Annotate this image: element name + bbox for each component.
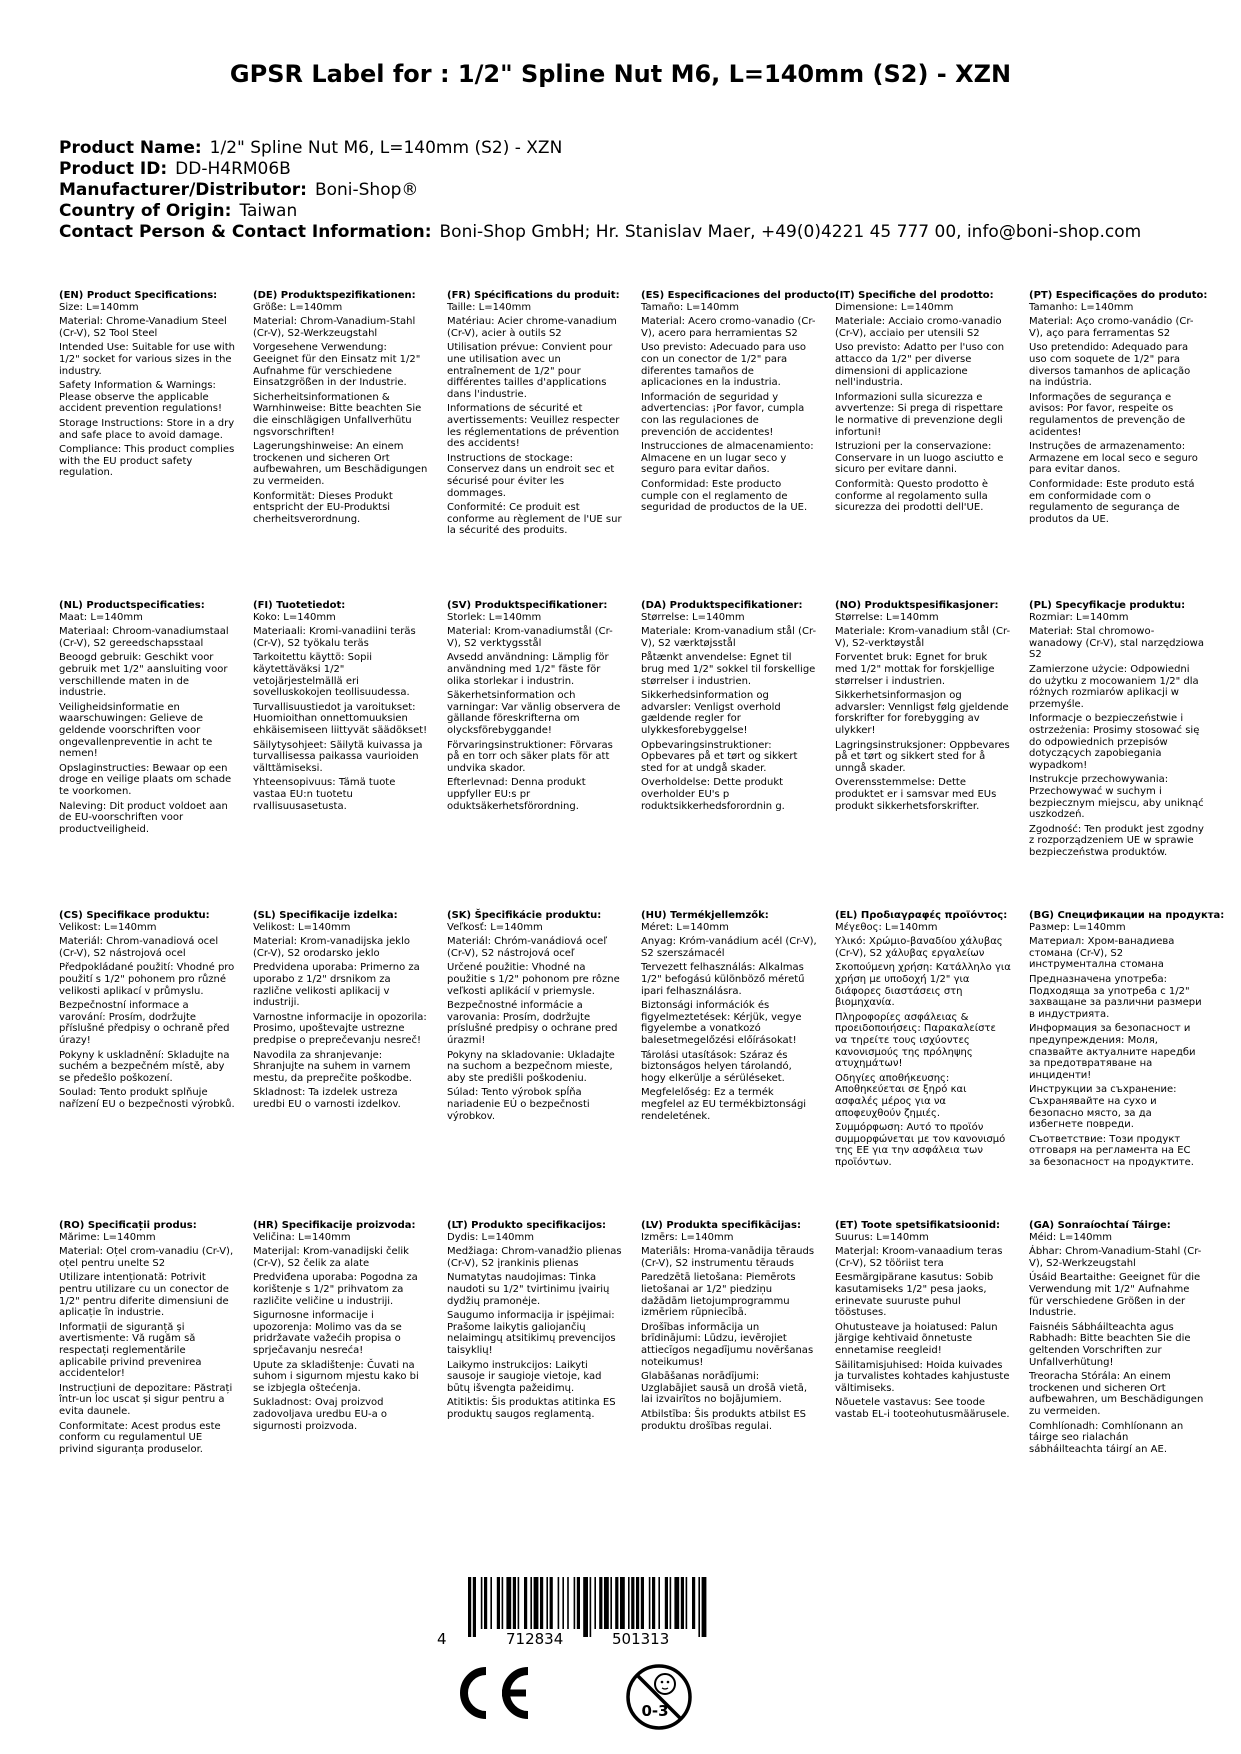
language-section [641, 1220, 817, 1435]
not-for-children-0-3-icon [625, 1663, 693, 1731]
barcode-bar [481, 1577, 483, 1629]
section-heading: (IT) Specifiche del prodotto: [835, 290, 994, 301]
section-heading: (PT) Especificações do produto: [1029, 290, 1208, 301]
section-text: Størrelse: L=140mm [641, 611, 745, 623]
info-row [59, 159, 1141, 180]
section-text: Materiale: Krom-vanadium stål (Cr-V), S2 værktøjsstål [641, 626, 817, 649]
language-section [447, 600, 623, 815]
section-text: Comhlíonadh: Comhlíonann an táirge seo rialachán sábháilteachta táirgí an AE. [1029, 1420, 1184, 1455]
section-text: Materiaali: Kromi-vanadiini teräs (Cr-V), S2 työkalu teräs [253, 626, 416, 649]
section-text: Méret: L=140mm [641, 921, 729, 933]
section-text: Dimensione: L=140mm [835, 301, 954, 313]
section-heading: (NL) Productspecificaties: [59, 600, 205, 611]
section-text: Upute za skladištenje: Čuvati na suhom i sigurnom mjestu kako bi se izbjegla oštećenja. [253, 1359, 419, 1394]
section-text: Intended Use: Suitable for use with 1/2" socket for various sizes in the industry. [59, 342, 235, 377]
section-text: Materiál: Chróm-vanádiová oceľ (Cr-V), S2 nástrojová oceľ [447, 936, 608, 959]
section-text: Informações de segurança e avisos: Por favor, respeite os regulamentos de prevenção de acidentes! [1029, 391, 1186, 438]
info-row [59, 138, 1141, 159]
section-text: Maat: L=140mm [59, 611, 143, 623]
section-heading: (FI) Tuotetiedot: [253, 600, 346, 611]
section-text: Faisnéis Sábháilteachta agus Rabhadh: Bitte beachten Sie die geltenden Vorschriften zur Unfallverhütung! [1029, 1321, 1191, 1368]
section-heading: (LT) Produkto specifikacijos: [447, 1220, 607, 1231]
section-text: Paredzētā lietošana: Piemērots lietošanai ar 1/2" piedziņu dažādām lietojumprogrammu izmēriem rūpniecībā. [641, 1272, 796, 1319]
barcode-bar [562, 1577, 564, 1629]
section-text: Lagringsinstruksjoner: Oppbevares på et tørt og sikkert sted for å unngå skader. [835, 739, 1010, 774]
section-text: Opslaginstructies: Bewaar op een droge en veilige plaats om schade te voorkomen. [59, 762, 232, 797]
section-text: Storage Instructions: Store in a dry and safe place to avoid damage. [59, 417, 235, 441]
barcode-bar [574, 1577, 576, 1629]
section-text: Sicherheitsinformationen & Warnhinweise: Bitte beachten Sie die einschlägigen Unfallverhütu ngsvorschriften! [253, 391, 422, 438]
section-text: Varnostne informacije in opozorila: Prosimo, upoštevajte ustrezne predpise o preprečevanju nesreč! [253, 1011, 427, 1046]
section-heading: (GA) Sonraíochtaí Táirge: [1029, 1220, 1171, 1231]
section-text: Drošības informācija un brīdinājumi: Lūdzu, ievērojiet attiecīgos negadījumu novēršanas noteikumus! [641, 1321, 814, 1368]
section-text: Material: Chrome-Vanadium Steel (Cr-V), S2 Tool Steel [59, 316, 227, 339]
language-section [641, 290, 840, 517]
section-text: Tervezett felhasználás: Alkalmas 1/2" befogású különböző méretű ipari felhasználásra. [641, 962, 805, 997]
barcode-bar [692, 1577, 695, 1629]
section-text: Velikost: L=140mm [253, 921, 351, 933]
section-text: Οδηγίες αποθήκευσης: Αποθηκεύεται σε ξηρό και ασφαλές μέρος για να αποφευχθούν ζημιές. [835, 1072, 967, 1119]
section-text: Overholdelse: Dette produkt overholder EU's p roduktsikkerhedsforordnin g. [641, 777, 785, 812]
section-text: Информация за безопасност и предупреждения: Моля, спазвайте актуалните наредби за предотвратяване на инциденти! [1029, 1023, 1196, 1081]
section-text: Lagerungshinweise: An einem trockenen und sicheren Ort aufbewahren, um Beschädigungen zu vermeiden. [253, 441, 428, 487]
section-text: Vorgesehene Verwendung: Geeignet für den Einsatz mit 1/2" Aufnahme für verschiedene Einsatzgrößen in der Industrie. [253, 342, 421, 389]
info-value: Boni-Shop GmbH; Hr. Stanislav Maer, +49(0)4221 45 777 00, info@boni-shop.com [439, 222, 1142, 242]
info-row [59, 180, 1141, 201]
info-label: Country of Origin: [59, 201, 232, 221]
barcode-bar [558, 1577, 560, 1629]
language-section [59, 290, 235, 482]
language-section [253, 600, 429, 815]
info-value: Boni-Shop® [314, 180, 419, 200]
language-section [447, 1220, 623, 1424]
section-heading: (DE) Produktspezifikationen: [253, 290, 416, 301]
language-section [835, 1220, 1011, 1424]
barcode-bar [497, 1577, 500, 1629]
section-text: Säilitamisjuhised: Hoida kuivades ja turvalistes kohtades kahjustuste vältimiseks. [835, 1359, 1010, 1394]
section-text: Beoogd gebruik: Geschikt voor gebruik met 1/2" aansluiting voor verschillende maten in de industrie. [59, 652, 228, 699]
barcode-bar [567, 1577, 569, 1629]
section-text: Avsedd användning: Lämplig för användning med 1/2" fäste för olika storlekar i industrin. [447, 652, 609, 687]
section-text: Skladnost: Ta izdelek ustreza uredbi EU o varnosti izdelkov. [253, 1087, 401, 1110]
barcode-bar [524, 1577, 527, 1629]
language-section [59, 1220, 235, 1458]
section-text: Turvallisuustiedot ja varoitukset: Huomioithan onnettomuuksien ehkäisemiseen liittyvät säädökset! [253, 701, 428, 736]
barcode-bar [686, 1577, 688, 1629]
section-text: Veličina: L=140mm [253, 1231, 351, 1243]
section-text: Suurus: L=140mm [835, 1231, 929, 1243]
section-heading: (SL) Specifikacije izdelka: [253, 910, 398, 921]
section-text: Förvaringsinstruktioner: Förvaras på en torr och säker plats för att undvika skador. [447, 739, 613, 774]
section-heading: (EN) Product Specifications: [59, 290, 218, 301]
section-text: Instrucțiuni de depozitare: Păstrați într-un loc uscat și sigur pentru a evita daunele. [59, 1382, 233, 1417]
section-text: Instructions de stockage: Conservez dans un endroit sec et sécurisé pour éviter les dommages. [447, 452, 615, 499]
barcode-bar [620, 1577, 625, 1629]
section-text: Safety Information & Warnings: Please observe the applicable accident prevention regulations! [59, 380, 222, 415]
section-text: Sikkerhetsinformasjon og advarsler: Vennligst følg gjeldende forskrifter for forebygging av ulykker! [835, 690, 1009, 736]
section-text: Navodila za shranjevanje: Shranjujte na suhem in varnem mestu, da preprečite poškodbe. [253, 1049, 412, 1084]
section-text: Konformität: Dieses Produkt entspricht der EU-Produktsi cherheitsverordnung. [253, 490, 393, 525]
section-text: Υλικό: Χρώμιο-βαναδίου χάλυβας (Cr-V), S2 χάλυβας εργαλείων [835, 936, 1003, 959]
section-text: Bezpečnostní informace a varování: Prosím, dodržujte příslušné předpisy o ochraně před úrazy! [59, 1000, 230, 1046]
section-text: Numatytas naudojimas: Tinka naudoti su 1/2" tvirtinimu įvairių dydžių pramonėje. [447, 1272, 610, 1307]
barcode-bar [698, 1577, 700, 1637]
section-text: Koko: L=140mm [253, 611, 336, 623]
section-text: Инструкции за съхранение: Съхранявайте на сухо и безопасно място, за да избегнете повреди. [1029, 1084, 1177, 1131]
section-text: Zgodność: Ten produkt jest zgodny z rozporządzeniem UE w sprawie bezpieczeństwa produktów. [1029, 823, 1204, 858]
section-text: Säkerhetsinformation och varningar: Var vänlig observera de gällande föreskrifterna om olycksförebyggande! [447, 690, 621, 736]
section-text: Atbilstība: Šis produkts atbilst ES produktu drošības regulai. [641, 1408, 807, 1432]
barcode-bar [540, 1577, 543, 1629]
section-text: Materjal: Kroom-vanaadium teras (Cr-V), S2 tööriist tera [835, 1246, 1003, 1269]
section-text: Materiāls: Hroma-vanādija tērauds (Cr-V), S2 instrumentu tērauds [641, 1246, 815, 1269]
section-text: Atitiktis: Šis produktas atitinka ES produktų saugos reglamentą. [447, 1397, 616, 1420]
barcode-bar [681, 1577, 684, 1629]
section-heading: (ET) Toote spetsifikatsioonid: [835, 1220, 1001, 1231]
section-text: Material: Krom-vanadiumstål (Cr-V), S2 verktygsstål [447, 626, 613, 649]
section-text: Materiał: Stal chromowo-wanadowy (Cr-V), stal narzędziowa S2 [1029, 626, 1204, 661]
barcode-bar [652, 1577, 655, 1629]
barcode-bar [502, 1577, 504, 1629]
barcode-bar [628, 1577, 630, 1629]
barcode-bar [484, 1577, 487, 1629]
section-text: Πληροφορίες ασφάλειας & προειδοποιήσεις: Παρακαλείστε να τηρείτε τους ισχύοντες κανονισμούς της πρόληψης ατυχημάτων! [835, 1011, 996, 1070]
barcode-digits-right: 501313 [612, 1630, 670, 1648]
section-text: Určené použitie: Vhodné na použitie s 1/2" pohonom pre rôzne veľkosti aplikácií v priemysle. [447, 962, 620, 997]
section-text: Σκοπούμενη χρήση: Κατάλληλο για χρήση με υποδοχή 1/2" για διάφορες διαστάσεις στη βιομηχανία. [835, 962, 1011, 1009]
section-text: Ábhar: Chrom-Vanadium-Stahl (Cr-V), S2-Werkzeugstahl [1029, 1246, 1202, 1269]
section-text: Megfelelőség: Ez a termék megfelel az EU termékbiztonsági rendeletének. [641, 1087, 807, 1122]
section-text: Yhteensopivuus: Tämä tuote vastaa EU:n tuotetu rvallisuusasetusta. [253, 777, 396, 812]
section-text: Matériau: Acier chrome-vanadium (Cr-V), acier à outils S2 [447, 316, 617, 339]
language-section [253, 910, 429, 1114]
section-text: Efterlevnad: Denna produkt uppfyller EU:s pr oduktsäkerhetsförordning. [447, 777, 586, 812]
info-label: Product Name: [59, 138, 202, 158]
language-section [253, 290, 429, 528]
section-text: Sukladnost: Ovaj proizvod zadovoljava uredbu EU-a o sigurnosti proizvoda. [253, 1397, 388, 1432]
barcode-bar [590, 1577, 592, 1637]
section-text: Συμμόρφωση: Αυτό το προϊόν συμμορφώνεται με τον κανονισμό της ΕΕ για την ασφάλεια των προϊόντων. [835, 1122, 1006, 1168]
section-text: Opbevaringsinstruktioner: Opbevares på et tørt og sikkert sted for at undgå skader. [641, 739, 798, 774]
section-text: Istruzioni per la conservazione: Conservare in un luogo asciutto e sicuro per evitare danni. [835, 441, 1004, 476]
section-text: Compliance: This product complies with the EU product safety regulation. [59, 444, 235, 479]
section-heading: (DA) Produktspecifikationer: [641, 600, 803, 611]
section-text: Uso pretendido: Adequado para uso com soquete de 1/2" para diversos tamanhos de aplicação na indústria. [1029, 342, 1191, 389]
section-text: Soulad: Tento produkt splňuje nařízení EU o bezpečnosti výrobků. [59, 1087, 235, 1110]
info-value: 1/2" Spline Nut M6, L=140mm (S2) - XZN [209, 138, 563, 158]
section-text: Laikymo instrukcijos: Laikyti sausoje ir saugioje vietoje, kad būtų išvengta pažeidimų. [447, 1359, 602, 1394]
section-text: Informations de sécurité et avertissements: Veuillez respecter les réglementations de prévention des accidents! [447, 403, 620, 450]
section-text: Conformitate: Acest produs este conform cu regulamentul UE privind siguranța produselor. [59, 1420, 221, 1455]
barcode-bar [674, 1577, 679, 1629]
barcode-bar [658, 1577, 660, 1629]
section-text: Utilizare intenționată: Potrivit pentru utilizare cu un conector de 1/2" pentru diferite dimensiuni de aplicație în industrie. [59, 1272, 229, 1319]
section-text: Biztonsági információk és figyelmeztetések: Kérjük, vegye figyelembe a vonatkozó balesetmegelőzési előírásokat! [641, 1000, 802, 1046]
section-text: Velikost: L=140mm [59, 921, 157, 933]
section-text: Predvidena uporaba: Primerno za uporabo z 1/2" drsnikom za različne velikosti aplikacij v industriji. [253, 962, 420, 1009]
section-text: Pokyny na skladovanie: Ukladajte na suchom a bezpečnom mieste, aby ste predišli poškodeniu. [447, 1049, 615, 1084]
section-text: Säilytysohjeet: Säilytä kuivassa ja turvallisessa paikassa vaurioiden välttämiseksi. [253, 739, 423, 774]
barcode-bar [546, 1577, 548, 1629]
barcode-bar [665, 1577, 668, 1629]
section-text: Méid: L=140mm [1029, 1231, 1112, 1243]
section-text: Bezpečnostné informácie a varovania: Prosím, dodržujte príslušné predpisy o ochrane pred úrazmi! [447, 1000, 618, 1046]
barcode-bar [550, 1577, 553, 1629]
barcode-bar [577, 1577, 580, 1629]
section-text: Naleving: Dit product voldoet aan de EU-voorschriften voor productveiligheid. [59, 800, 228, 835]
section-text: Размер: L=140mm [1029, 921, 1126, 933]
section-text: Medžiaga: Chrom-vanadžio plienas (Cr-V), S2 įrankinis plienas [447, 1246, 622, 1269]
section-text: Tárolási utasítások: Száraz és biztonságos helyen tárolandó, hogy elkerülje a sérüléseket. [641, 1049, 792, 1084]
barcode-bar [594, 1577, 596, 1629]
section-text: Materijal: Krom-vanadijski čelik (Cr-V), S2 čelik za alate [253, 1246, 409, 1269]
barcode-bar [615, 1577, 618, 1629]
section-text: Tamaño: L=140mm [641, 301, 739, 313]
info-row [59, 201, 1141, 222]
barcode-bar [610, 1577, 612, 1629]
section-text: Materiál: Chrom-vanadiová ocel (Cr-V), S2 nástrojová ocel [59, 936, 219, 959]
barcode-bar [604, 1577, 609, 1629]
section-text: Nõuetele vastavus: See toode vastab EL-i tooteohutusmäärusele. [835, 1397, 1010, 1420]
barcode-bar [641, 1577, 644, 1629]
section-text: Materiaal: Chroom-vanadiumstaal (Cr-V), S2 gereedschapsstaal [59, 626, 229, 649]
language-section [1029, 290, 1208, 528]
section-heading: (FR) Spécifications du produit: [447, 290, 620, 301]
section-heading: (ES) Especificaciones del producto: [641, 290, 840, 301]
section-text: Materiale: Acciaio cromo-vanadio (Cr-V), acciaio per utensili S2 [835, 316, 1002, 339]
section-text: Informacje o bezpieczeństwie i ostrzeżenia: Prosimy stosować się do odpowiednich przepisów dotyczących zapobiegania wypadkom! [1029, 713, 1200, 771]
section-text: Dydis: L=140mm [447, 1231, 535, 1243]
section-text: Материал: Хром-ванадиева стомана (Cr-V), S2 инструментална стомана [1029, 936, 1175, 971]
barcode-bar [518, 1577, 520, 1629]
section-heading: (HU) Termékjellemzők: [641, 910, 769, 921]
section-text: Material: Oțel crom-vanadiu (Cr-V), oțel pentru unelte S2 [59, 1246, 234, 1269]
section-text: Instrukcje przechowywania: Przechowywać w suchym i bezpiecznym miejscu, aby uniknąć uszkodzeń. [1029, 774, 1204, 821]
language-section [1029, 600, 1205, 861]
language-section [641, 600, 817, 815]
section-text: Veľkosť: L=140mm [447, 921, 543, 933]
section-heading: (SV) Produktspecifikationer: [447, 600, 608, 611]
section-heading: (RO) Specificații produs: [59, 1220, 197, 1231]
section-text: Tamanho: L=140mm [1029, 301, 1134, 313]
barcode-bar [599, 1577, 602, 1629]
section-text: Μέγεθος: L=140mm [835, 921, 938, 933]
section-text: Forventet bruk: Egnet for bruk med 1/2" mottak for forskjellige størrelser i industrien. [835, 652, 995, 687]
section-text: Størrelse: L=140mm [835, 611, 939, 623]
section-text: Größe: L=140mm [253, 301, 343, 313]
section-heading: (BG) Спецификации на продукта: [1029, 910, 1225, 921]
section-text: Glabāšanas norādījumi: Uzglabājiet sausā un drošā vietā, lai izvairītos no bojājumiem. [641, 1371, 808, 1406]
section-text: Съответствие: Този продукт отговаря на регламента на ЕС за безопасност на продуктите. [1029, 1133, 1194, 1168]
section-text: Conformidade: Este produto está em conformidade com o regulamento de segurança de produtos da UE. [1029, 478, 1195, 525]
language-section [641, 910, 817, 1125]
section-heading: (SK) Špecifikácie produktu: [447, 910, 602, 921]
section-text: Instruções de armazenamento: Armazene em local seco e seguro para evitar danos. [1029, 441, 1198, 476]
barcode [464, 1577, 707, 1637]
barcode-bar [468, 1577, 471, 1637]
section-text: Uso previsto: Adatto per l'uso con attacco da 1/2" per diverse dimensioni di applicazione nell'industria. [835, 342, 1005, 389]
barcode-bar [702, 1577, 707, 1637]
section-text: Informații de siguranță și avertismente: Vă rugăm să respectați reglementările aplicabile privind prevenirea accidentelor! [59, 1321, 202, 1380]
section-heading: (HR) Specifikacije proizvoda: [253, 1220, 416, 1231]
section-text: Overensstemmelse: Dette produktet er i samsvar med EUs produkt sikkerhetsforskrifter. [835, 777, 997, 812]
section-text: Instrucciones de almacenamiento: Almacene en un lugar seco y seguro para evitar daños. [641, 441, 814, 476]
barcode-bar [670, 1577, 672, 1629]
section-text: Pokyny k uskladnění: Skladujte na suchém a bezpečném místě, aby se předešlo poškození. [59, 1049, 230, 1084]
section-text: Conformité: Ce produit est conforme au règlement de l'UE sur la sécurité des produits. [447, 502, 622, 537]
section-text: Úsáid Beartaithe: Geeignet für die Verwendung mit 1/2" Aufnahme für verschiedene Größen in der Industrie. [1029, 1272, 1201, 1319]
section-text: Izmērs: L=140mm [641, 1231, 734, 1243]
section-heading: (LV) Produkta specifikācijas: [641, 1220, 801, 1231]
section-text: Material: Acero cromo-vanadio (Cr-V), acero para herramientas S2 [641, 316, 816, 339]
info-value: DD-H4RM06B [175, 159, 291, 179]
section-text: Sikkerhedsinformation og advarsler: Venligst overhold gældende regler for ulykkesforebyggelse! [641, 690, 781, 736]
language-section [447, 290, 623, 540]
section-text: Taille: L=140mm [447, 301, 532, 313]
section-text: Conformidad: Este producto cumple con el reglamento de seguridad de productos de la UE. [641, 478, 808, 514]
section-text: Предназначена употреба: Подходяща за употреба с 1/2" захващане за различни размери в индустрията. [1029, 973, 1202, 1020]
section-text: Size: L=140mm [59, 301, 139, 313]
barcode-digit-first: 4 [437, 1630, 447, 1648]
barcode-bar [490, 1577, 492, 1629]
language-section [253, 1220, 429, 1435]
section-heading: (CS) Specifikace produktu: [59, 910, 210, 921]
section-heading: (PL) Specyfikacje produktu: [1029, 600, 1186, 611]
barcode-bar [473, 1577, 476, 1637]
section-text: Påtænkt anvendelse: Egnet til brug med 1/2" sokkel til forskellige størrelser i industrien. [641, 652, 816, 687]
section-text: Tarkoitettu käyttö: Sopii käytettäväksi 1/2" vetojärjestelmällä eri sovelluskokojen teollisuudessa. [253, 652, 410, 699]
info-value: Taiwan [239, 201, 298, 221]
info-label: Product ID: [59, 159, 168, 179]
language-section [835, 290, 1011, 517]
section-text: Veiligheidsinformatie en waarschuwingen: Gelieve de geldende voorschriften voor ongevallenpreventie in acht te nemen! [59, 701, 213, 760]
section-text: Predviđena uporaba: Pogodna za korištenje s 1/2" prihvatom za različite veličine u industriji. [253, 1272, 418, 1307]
section-text: Ohutusteave ja hoiatused: Palun järgige kehtivaid õnnetuste ennetamise reegleid! [835, 1321, 998, 1356]
section-text: Informazioni sulla sicurezza e avvertenze: Si prega di rispettare le normative di prevenzione degli infortuni! [835, 391, 1003, 438]
section-heading: (EL) Προδιαγραφές προϊόντος: [835, 910, 1008, 921]
section-text: Súlad: Tento výrobok spĺňa nariadenie EÚ o bezpečnosti výrobkov. [447, 1087, 590, 1122]
section-text: Material: Krom-vanadijska jeklo (Cr-V), S2 orodarsko jeklo [253, 936, 410, 959]
age-label: 0-3 [641, 1702, 669, 1720]
section-text: Uso previsto: Adecuado para uso con un conector de 1/2" para diferentes tamaños de aplicaciones en la industria. [641, 342, 807, 389]
product-info [59, 138, 1141, 243]
section-text: Mărime: L=140mm [59, 1231, 156, 1243]
barcode-bar [506, 1577, 511, 1629]
barcode-bar [636, 1577, 639, 1629]
language-section [1029, 910, 1225, 1171]
section-text: Eesmärgipärane kasutus: Sobib kasutamiseks 1/2" pesa jaoks, erinevate suuruste puhul tööstuses. [835, 1272, 994, 1319]
section-text: Saugumo informacija ir įspėjimai: Prašome laikytis galiojančių nelaimingų atsitikimų prevencijos taisyklių! [447, 1310, 616, 1356]
language-section [59, 910, 235, 1114]
section-text: Material: Chrom-Vanadium-Stahl (Cr-V), S2-Werkzeugstahl [253, 316, 416, 339]
page-title: GPSR Label for : 1/2" Spline Nut M6, L=140mm (S2) - XZN [229, 60, 1012, 88]
section-text: Předpokládané použití: Vhodné pro použití s 1/2" pohonem pro různé velikosti aplikací v průmyslu. [59, 962, 235, 997]
language-section [59, 600, 235, 838]
barcode-bar [649, 1577, 651, 1629]
barcode-bar [513, 1577, 516, 1629]
language-section [447, 910, 623, 1125]
language-section [1029, 1220, 1205, 1458]
barcode-bar [530, 1577, 532, 1629]
language-section [835, 910, 1011, 1171]
barcode-bar [534, 1577, 539, 1629]
language-section [835, 600, 1011, 815]
section-text: Conformità: Questo prodotto è conforme al regolamento sulla sicurezza dei prodotti dell'UE. [835, 478, 989, 514]
section-text: Treoracha Stórála: An einem trockenen und sicheren Ort aufbewahren, um Beschädigungen zu vermeiden. [1029, 1371, 1204, 1417]
section-text: Utilisation prévue: Convient pour une utilisation avec un entraînement de 1/2" pour différentes tailles d'applications dans l'industrie. [447, 342, 613, 400]
barcode-bar [583, 1577, 588, 1637]
barcode-digits-left: 712834 [506, 1630, 564, 1648]
ce-mark-icon [450, 1663, 534, 1723]
section-text: Rozmiar: L=140mm [1029, 611, 1129, 623]
section-text: Anyag: Króm-vanádium acél (Cr-V), S2 szerszámacél [641, 936, 817, 959]
section-text: Material: Aço cromo-vanádio (Cr-V), aço para ferramentas S2 [1029, 316, 1194, 339]
info-label: Manufacturer/Distributor: [59, 180, 307, 200]
info-row [59, 222, 1141, 243]
barcode-bar [631, 1577, 634, 1629]
section-text: Storlek: L=140mm [447, 611, 542, 623]
section-text: Sigurnosne informacije i upozorenja: Molimo vas da se pridržavate važećih propisa o sprječavanju nesreća! [253, 1310, 402, 1356]
section-text: Materiale: Krom-vanadium stål (Cr-V), S2-verktøystål [835, 626, 1011, 649]
section-text: Zamierzone użycie: Odpowiedni do użytku z mocowaniem 1/2" dla różnych rozmiarów aplikacji w przemyśle. [1029, 663, 1199, 710]
section-heading: (NO) Produktspesifikasjoner: [835, 600, 999, 611]
section-text: Información de seguridad y advertencias: ¡Por favor, cumpla con las regulaciones de prevención de accidentes! [641, 391, 805, 438]
info-label: Contact Person & Contact Information: [59, 222, 432, 242]
